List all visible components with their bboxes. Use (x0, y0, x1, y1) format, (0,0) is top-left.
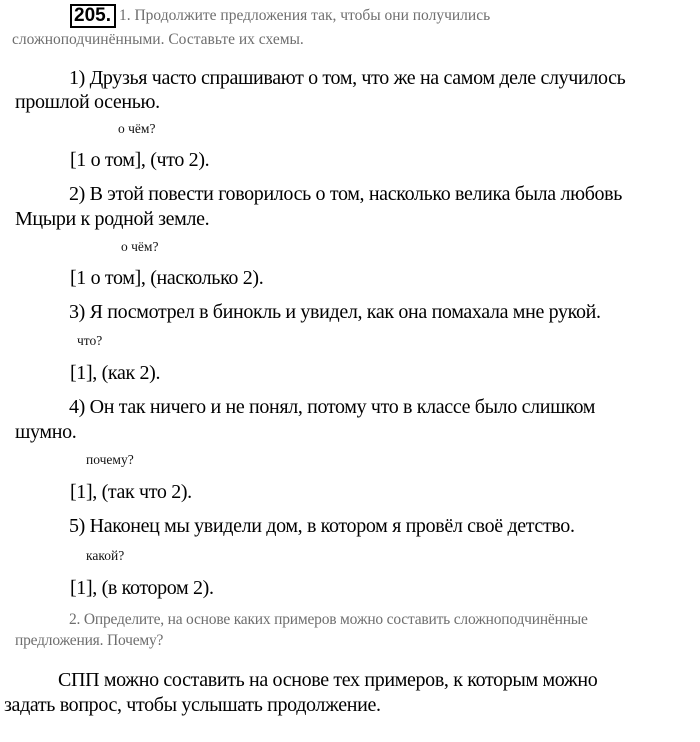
item-2-line2: Мцыри к родной земле. (15, 208, 210, 230)
item-5-question: какой? (86, 548, 125, 563)
answer-line2: задать вопрос, чтобы услышать продолжение. (4, 694, 381, 716)
item-2-question: о чём? (121, 239, 159, 254)
item-5-line1: 5) Наконец мы увидели дом, в котором я провёл своё детство. (69, 515, 575, 537)
item-3-line1: 3) Я посмотрел в бинокль и увидел, как она помахала мне рукой. (69, 301, 601, 323)
item-2-line1: 2) В этой повести говорилось о том, насколько велика была любовь (69, 183, 623, 205)
answer-line1: СПП можно составить на основе тех примеров, к которым можно (58, 669, 598, 691)
item-3-question: что? (77, 333, 103, 348)
item-1-scheme: [1 о том], (что 2). (70, 149, 210, 171)
task-number-badge: 205. (70, 4, 116, 28)
task-header-line1 (12, 4, 692, 28)
item-4-question: почему? (86, 452, 134, 467)
item-4-line1: 4) Он так ничего и не понял, потому что в классе было слишком (69, 396, 596, 418)
item-4-line2: шумно. (15, 421, 77, 443)
item-1-line2: прошлой осенью. (15, 91, 160, 113)
task-header (12, 4, 692, 52)
item-1-question: о чём? (118, 121, 156, 136)
item-5-scheme: [1], (в котором 2). (70, 577, 214, 599)
item-1-line1: 1) Друзья часто спрашивают о том, что же на самом деле случилось (69, 67, 626, 89)
task2-line2: предложения. Почему? (15, 632, 164, 649)
task2-line1: 2. Определите, на основе каких примеров можно составить сложноподчинённые (69, 611, 588, 628)
item-4-scheme: [1], (так что 2). (70, 481, 192, 503)
task-instruction-line1: 1. Продолжите предложения так, чтобы они получились (118, 7, 491, 24)
item-3-scheme: [1], (как 2). (70, 362, 161, 384)
task-instruction-line2: сложноподчинёнными. Составьте их схемы. (12, 31, 304, 48)
item-2-scheme: [1 о том], (насколько 2). (70, 267, 264, 289)
